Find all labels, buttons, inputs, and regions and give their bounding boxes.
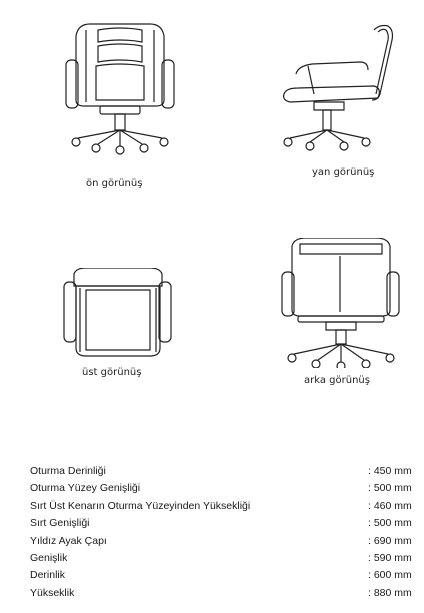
spec-value: : 600 mm xyxy=(368,569,412,582)
front-view-drawing xyxy=(60,22,180,157)
spec-value: : 590 mm xyxy=(368,551,412,564)
spec-label: Sırt Üst Kenarın Oturma Yüzeyinden Yüksekliği xyxy=(30,499,251,512)
spec-row xyxy=(30,515,412,532)
spec-value: : 500 mm xyxy=(368,482,412,495)
spec-row xyxy=(30,463,412,480)
spec-row xyxy=(30,585,412,602)
spec-label: Yükseklik xyxy=(30,586,75,599)
spec-row xyxy=(30,480,412,497)
spec-label: Derinlik xyxy=(30,569,66,582)
spec-value: : 500 mm xyxy=(368,517,412,530)
spec-value: : 880 mm xyxy=(368,586,412,599)
top-view-caption: üst görünüş xyxy=(82,367,142,378)
spec-row xyxy=(30,533,412,550)
specifications-table xyxy=(30,463,412,602)
back-view-drawing xyxy=(278,238,403,368)
spec-value: : 690 mm xyxy=(368,534,412,547)
spec-row xyxy=(30,567,412,584)
spec-label: Oturma Yüzey Genişliği xyxy=(30,482,141,495)
side-view-drawing xyxy=(278,22,403,152)
back-view-caption: arka görünüş xyxy=(304,375,370,386)
spec-row xyxy=(30,550,412,567)
spec-label: Oturma Derinliği xyxy=(30,465,106,477)
spec-row xyxy=(30,498,412,515)
spec-label: Sırt Genişliği xyxy=(30,517,90,530)
spec-label: Genişlik xyxy=(30,551,68,564)
top-view-drawing xyxy=(60,268,175,360)
side-view-caption: yan görünüş xyxy=(312,167,375,178)
spec-value: : 460 mm xyxy=(368,499,412,512)
spec-label: Yıldız Ayak Çapı xyxy=(30,534,107,547)
spec-value: : 450 mm xyxy=(368,465,412,477)
front-view-caption: ön görünüş xyxy=(86,178,143,189)
